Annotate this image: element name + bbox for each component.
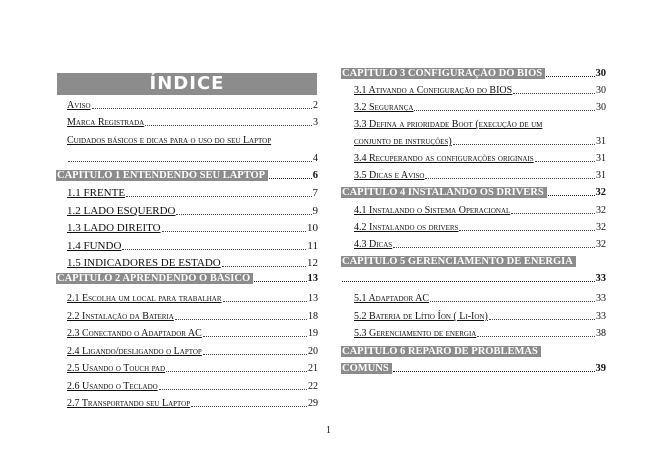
toc-leader-dots <box>393 371 595 372</box>
toc-leader-dots <box>92 108 312 109</box>
toc-chapter-5[interactable] <box>341 256 606 267</box>
toc-entry-label[interactable]: 4.3 Dicas <box>354 239 393 250</box>
toc-entry-page: 22 <box>308 381 318 392</box>
toc-entry-label[interactable]: Cuidados básicos e dicas para o uso do seu Laptop <box>67 135 272 146</box>
toc-entry-page: 7 <box>312 187 318 199</box>
toc-entry-label[interactable]: 2.2 Instalação da Bateria <box>67 311 174 322</box>
toc-entry-page: 30 <box>596 102 606 113</box>
toc-leader-dots <box>145 125 312 126</box>
toc-entry-label[interactable]: 2.4 Ligando/desligando o Laptop <box>67 346 202 357</box>
toc-entry-label[interactable]: 1.4 FUNDO <box>67 240 122 252</box>
toc-leader-dots <box>393 247 595 248</box>
toc-leader-dots <box>548 195 595 196</box>
toc-entry-4-1[interactable] <box>354 205 606 216</box>
toc-leader-dots <box>453 144 595 145</box>
chapter-page: 6 <box>312 170 318 181</box>
toc-leader-dots <box>430 301 595 302</box>
toc-entry-label[interactable]: 2.3 Conectando o Adaptador AC <box>67 328 202 339</box>
toc-entry-2-6[interactable] <box>67 381 318 392</box>
chapter-label[interactable]: CAPÍTULO 1 ENTENDENDO SEU LAPTOP <box>56 170 268 181</box>
toc-entry-3-3-cont[interactable] <box>354 136 606 147</box>
toc-entry-page: 10 <box>307 222 318 234</box>
toc-entry-5-3[interactable] <box>354 328 606 339</box>
toc-entry-label[interactable]: 5.1 Adaptador AC <box>354 293 430 304</box>
toc-entry-label[interactable]: 4.1 Instalando o Sistema Operacional <box>354 205 511 216</box>
toc-leader-dots <box>175 319 307 320</box>
toc-entry-page: 12 <box>307 257 318 269</box>
toc-entry-page: 18 <box>308 311 318 322</box>
toc-leader-dots <box>425 178 595 179</box>
toc-entry-label[interactable]: 3.4 Recuperando as configurações originais <box>354 153 534 164</box>
toc-leader-dots <box>511 213 595 214</box>
toc-leader-dots <box>489 319 595 320</box>
toc-leader-dots <box>477 336 595 337</box>
toc-entry-5-2[interactable] <box>354 311 606 322</box>
toc-entry-1-1[interactable] <box>67 187 318 199</box>
toc-entry-5-1[interactable] <box>354 293 606 304</box>
toc-entry-2-1[interactable] <box>67 293 318 304</box>
toc-entry-page: 21 <box>308 363 318 374</box>
toc-entry-label[interactable]: 3.5 Dicas e Aviso <box>354 170 425 181</box>
toc-entry-cuidados[interactable] <box>67 135 318 146</box>
toc-chapter-1[interactable] <box>56 170 318 181</box>
toc-entry-label[interactable]: 5.2 Bateria de Lítio Íon ( Li-Ion) <box>354 311 488 322</box>
toc-leader-dots <box>126 196 311 197</box>
toc-entry-cuidados-cont <box>67 153 318 164</box>
toc-entry-label[interactable]: 3.1 Ativando a Configuração do BIOS <box>354 85 513 96</box>
toc-leader-dots <box>203 354 307 355</box>
toc-entry-page: 32 <box>596 239 606 250</box>
toc-leader-dots <box>223 301 307 302</box>
chapter-label[interactable]: COMUNS <box>341 363 392 374</box>
chapter-label[interactable]: CAPÍTULO 4 INSTALANDO OS DRIVERS <box>341 187 547 198</box>
toc-entry-label[interactable]: 1.1 FRENTE <box>67 187 126 199</box>
toc-entry-2-7[interactable] <box>67 398 318 409</box>
toc-chapter-3[interactable] <box>341 68 606 79</box>
toc-entry-2-5[interactable] <box>67 363 318 374</box>
toc-entry-label[interactable]: 1.5 INDICADORES DE ESTADO <box>67 257 221 269</box>
toc-leader-dots <box>414 110 595 111</box>
toc-entry-page: 38 <box>596 328 606 339</box>
toc-leader-dots <box>191 406 307 407</box>
toc-entry-label[interactable]: Aviso <box>67 100 91 111</box>
toc-entry-aviso[interactable] <box>67 100 318 111</box>
toc-entry-label[interactable]: 3.3 Defina a prioridade Boot (execução de um <box>354 119 543 130</box>
toc-entry-page: 13 <box>308 293 318 304</box>
toc-chapter-6[interactable] <box>341 346 606 357</box>
toc-leader-dots <box>203 336 307 337</box>
toc-entry-3-1[interactable] <box>354 85 606 96</box>
toc-entry-label[interactable]: 2.1 Escolha um local para trabalhar <box>67 293 222 304</box>
toc-entry-4-3[interactable] <box>354 239 606 250</box>
toc-entry-1-4[interactable] <box>67 240 318 252</box>
toc-entry-3-2[interactable] <box>354 102 606 113</box>
chapter-page: 33 <box>595 273 606 284</box>
toc-entry-label[interactable]: 2.7 Transportando seu Laptop <box>67 398 191 409</box>
toc-leader-dots <box>166 371 307 372</box>
toc-entry-marca[interactable] <box>67 117 318 128</box>
chapter-page: 30 <box>595 68 606 79</box>
toc-leader-dots <box>513 93 595 94</box>
toc-entry-label[interactable]: 2.6 Usando o Teclado <box>67 381 158 392</box>
toc-chapter-2[interactable] <box>56 273 318 284</box>
toc-entry-page: 32 <box>596 205 606 216</box>
toc-leader-dots <box>342 281 595 282</box>
toc-entry-page: 32 <box>596 222 606 233</box>
toc-leader-dots <box>122 249 306 250</box>
toc-entry-label[interactable]: conjunto de instruções) <box>354 136 452 147</box>
toc-entry-page: 9 <box>312 205 318 217</box>
index-title: ÍNDICE <box>57 73 317 95</box>
toc-entry-label[interactable]: 4.2 Instalando os drivers <box>354 222 459 233</box>
toc-entry-page: 2 <box>313 100 318 111</box>
chapter-label[interactable]: CAPÍTULO 3 CONFIGURAÇÃO DO BIOS <box>341 68 545 79</box>
chapter-page: 32 <box>595 187 606 198</box>
toc-entry-page: 4 <box>313 153 318 164</box>
toc-chapter-5-cont <box>341 273 606 284</box>
toc-entry-label[interactable]: 1.3 LADO DIREITO <box>67 222 161 234</box>
toc-leader-dots <box>459 230 595 231</box>
toc-entry-3-4[interactable] <box>354 153 606 164</box>
toc-entry-page: 30 <box>596 85 606 96</box>
toc-entry-4-2[interactable] <box>354 222 606 233</box>
toc-leader-dots <box>68 161 312 162</box>
toc-entry-label[interactable]: 5.3 Gerenciamento de energia <box>354 328 477 339</box>
toc-leader-dots <box>546 76 594 77</box>
page-number: 1 <box>326 425 331 436</box>
toc-entry-page: 11 <box>307 240 318 252</box>
toc-entry-2-2[interactable] <box>67 311 318 322</box>
chapter-label[interactable]: CAPÍTULO 6 REPARO DE PROBLEMAS <box>341 346 541 357</box>
toc-entry-1-3[interactable] <box>67 222 318 234</box>
toc-leader-dots <box>159 389 307 390</box>
chapter-page: 13 <box>307 273 318 284</box>
toc-entry-page: 33 <box>596 293 606 304</box>
toc-entry-page: 29 <box>308 398 318 409</box>
toc-entry-3-3[interactable] <box>354 119 606 130</box>
toc-entry-label[interactable]: Marca Registrada <box>67 117 145 128</box>
toc-entry-1-2[interactable] <box>67 205 318 217</box>
toc-entry-1-5[interactable] <box>67 257 318 269</box>
toc-entry-page: 33 <box>596 311 606 322</box>
toc-leader-dots <box>535 161 595 162</box>
toc-entry-page: 19 <box>308 328 318 339</box>
toc-entry-page: 31 <box>596 153 606 164</box>
toc-chapter-4[interactable] <box>341 187 606 198</box>
chapter-label[interactable]: CAPÍTULO 2 APRENDENDO O BÁSICO <box>56 273 253 284</box>
toc-chapter-6-cont[interactable] <box>341 363 606 374</box>
toc-leader-dots <box>222 266 306 267</box>
toc-entry-2-3[interactable] <box>67 328 318 339</box>
toc-entry-label[interactable]: 3.2 Segurança <box>354 102 414 113</box>
toc-entry-page: 31 <box>596 170 606 181</box>
toc-leader-dots <box>176 214 311 215</box>
toc-entry-page: 20 <box>308 346 318 357</box>
toc-leader-dots <box>269 178 312 179</box>
toc-entry-page: 31 <box>596 136 606 147</box>
toc-entry-2-4[interactable] <box>67 346 318 357</box>
toc-leader-dots <box>254 281 306 282</box>
chapter-label[interactable]: CAPÍTULO 5 GERENCIAMENTO DE ENERGIA <box>341 256 576 267</box>
toc-entry-3-5[interactable] <box>354 170 606 181</box>
toc-entry-label[interactable]: 1.2 LADO ESQUERDO <box>67 205 176 217</box>
toc-leader-dots <box>162 231 306 232</box>
toc-entry-label[interactable]: 2.5 Usando o Touch pad <box>67 363 166 374</box>
toc-entry-page: 3 <box>313 117 318 128</box>
chapter-page: 39 <box>595 363 606 374</box>
